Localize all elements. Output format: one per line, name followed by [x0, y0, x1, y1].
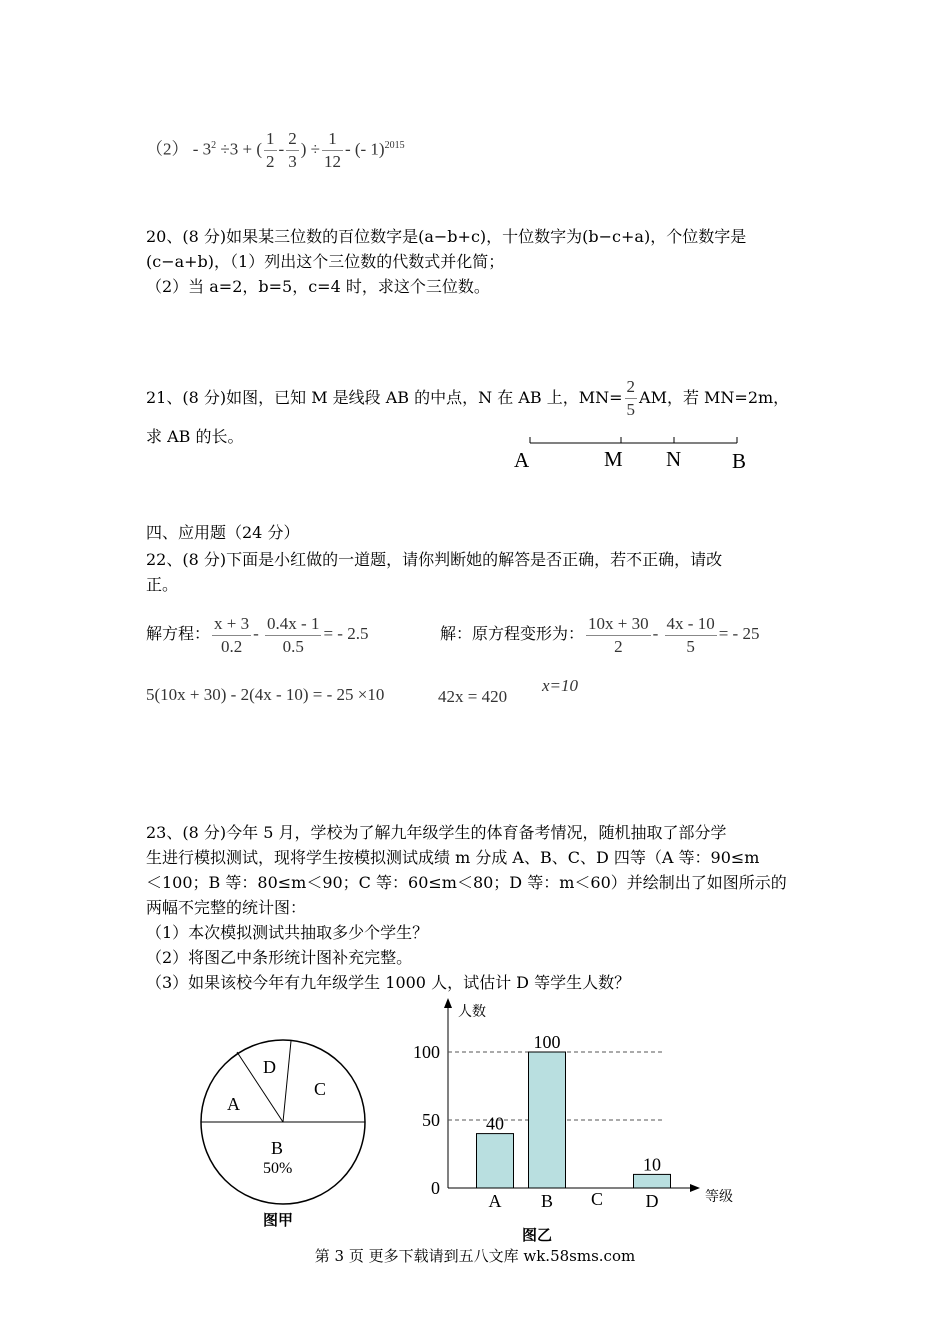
page-footer: 第 3 页 更多下载请到五八文库 wk.58sms.com — [314, 1247, 636, 1265]
pie-label-b-percent: 50% — [263, 1160, 293, 1177]
q20-line: (c−a+b)，（1）列出这个三位数的代数式并化简； — [146, 252, 505, 271]
q20-line: （2）当 a=2，b=5，c=4 时，求这个三位数。 — [146, 277, 490, 296]
q22-line: 22、(8 分)下面是小红做的一道题，请你判断她的解答是否正确，若不正确，请改 — [146, 550, 723, 569]
q23-line: ＜100；B 等：80≤m＜90；C 等：60≤m＜80；D 等：m＜60）并绘制出了如图所示的 — [146, 873, 787, 892]
q21-line1: 21、(8 分)如图，已知 M 是线段 AB 的中点，N 在 AB 上，MN= $\frac{2}{5}$ AM，若 MN=2m， — [146, 377, 790, 419]
point-n-label: N — [666, 447, 682, 471]
data-label-A: 40 — [486, 1113, 504, 1134]
pie-label-a: A — [227, 1094, 240, 1114]
x-axis-arrow — [690, 1184, 700, 1192]
y-tick-0: 0 — [431, 1178, 440, 1198]
y-axis-label: 人数 — [458, 1005, 486, 1020]
q23-line: （2）将图乙中条形统计图补充完整。 — [146, 948, 413, 967]
pie-label-c: C — [314, 1079, 327, 1099]
q19-part2: $(2) - 3^2 \div 3$ + ( $\frac{1}{2}$ - $\frac{2}{3}$ ) ÷ $\frac{1}{12}$ - (- 1)$^{2015}$ — [146, 129, 405, 171]
bar-chart-title: 图乙 — [522, 1228, 553, 1244]
pie-label-b: B — [271, 1138, 284, 1158]
point-a-label: A — [514, 448, 530, 472]
x-tick-D: D — [645, 1191, 659, 1211]
q23-line: （3）如果该校今年有九年级学生 1000 人，试估计 D 等学生人数？ — [146, 973, 631, 992]
q20-line: 20、(8 分)如果某三位数的百位数字是(a−b+c)，十位数字为(b−c+a)，个位数字是 — [146, 227, 747, 246]
q23-line: （1）本次模拟测试共抽取多少个学生？ — [146, 923, 429, 942]
point-b-label: B — [732, 449, 747, 473]
q22-step4: x=10 — [542, 676, 579, 695]
section-heading: 四、应用题（24 分） — [146, 523, 300, 542]
q22-equation: 解方程： $\frac{x + 3}{0.2}$ - $\frac{0.4x - 1}{0.5}$ = - 2.5 — [146, 613, 369, 656]
bar-A — [477, 1134, 514, 1188]
y-tick-100: 100 — [413, 1042, 440, 1062]
x-tick-A: A — [488, 1191, 502, 1211]
q21-line2: 求 AB 的长。 — [146, 427, 244, 446]
y-tick-50: 50 — [422, 1110, 440, 1130]
q22-solution: 解：原方程变形为： $\frac{10x + 30}{2}$ - $\frac{4x - 10}{5}$ = - 25 — [440, 613, 760, 656]
y-axis-arrow — [444, 998, 452, 1008]
segment-diagram — [500, 430, 760, 475]
q23-line: 23、(8 分)今年 5 月，学校为了解九年级学生的体育备考情况，随机抽取了部分学 — [146, 823, 727, 842]
data-label-B: 100 — [533, 1032, 561, 1052]
x-axis-label: 等级 — [705, 1190, 733, 1205]
bar-D — [634, 1174, 671, 1188]
q22-step2: 5(10x + 30) - 2(4x - 10) = - 25 ×10 — [146, 685, 385, 704]
x-tick-B: B — [540, 1191, 554, 1211]
q23-line: 两幅不完整的统计图： — [146, 898, 307, 917]
point-m-label: M — [604, 447, 623, 471]
pie-label-d: D — [263, 1057, 276, 1077]
q23-line: 生进行模拟测试，现将学生按模拟测试成绩 m 分成 A、B、C、D 四等（A 等：90≤m — [146, 848, 760, 867]
bar-chart — [400, 995, 760, 1245]
data-label-D: 10 — [643, 1154, 661, 1175]
q22-line: 正。 — [146, 575, 179, 594]
q22-step3: 42x = 420 — [438, 687, 508, 706]
bar-B — [529, 1052, 566, 1188]
x-tick-C: C — [590, 1189, 604, 1209]
pie-chart — [190, 1030, 380, 1235]
pie-title: 图甲 — [263, 1213, 294, 1229]
